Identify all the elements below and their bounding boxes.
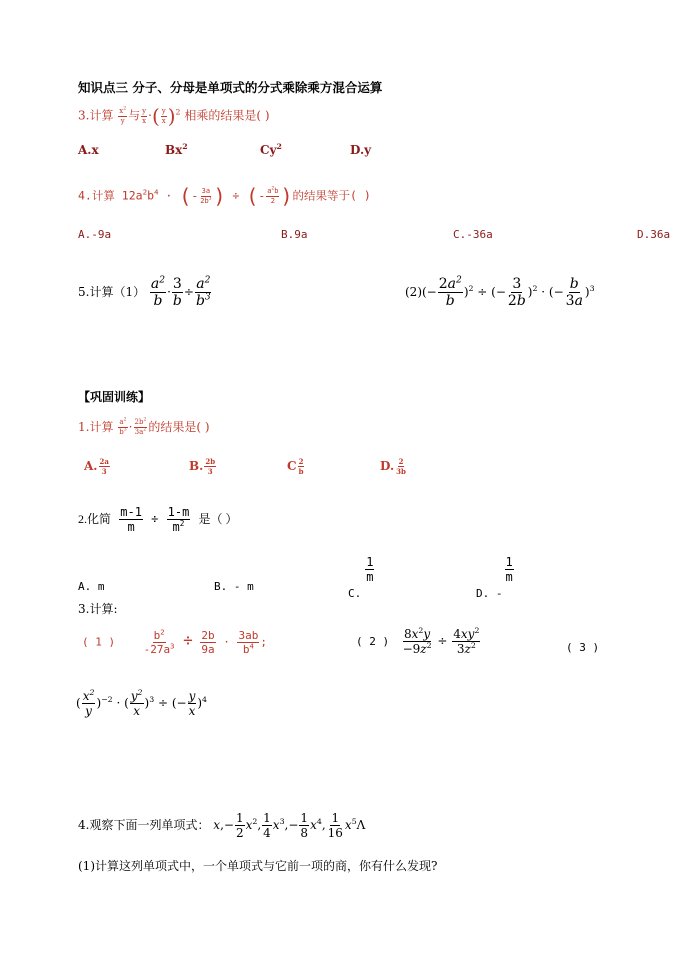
frac-b2-27a3: $\frac{b^2}{-27a^3}$ [143,627,175,656]
c-q3-part2: ( 2 ) $\frac{8x^2y}{-9z^2}$ ÷ $\frac{4xy^2}{3z^2}$ [356,626,480,656]
frac-1-4: $\frac{1}{4}$ [263,811,271,840]
frac-3a-2b3: $\frac{3a}{2b^3}$ [200,186,212,205]
c-question-1: 1.计算 $\frac{a^2}{b^3}$ · $\frac{2b^2}{3a^2}$ 的结果是( ) [78,417,210,436]
q3-option-b[interactable]: Bx$^2$ [165,142,188,157]
q3-prefix: 3.计算 [78,108,114,123]
c-q4-part1: (1)计算这列单项式中，一个单项式与它前一项的商，你有什么发现? [78,859,438,873]
frac-4xy2-3z2: $\frac{4xy^2}{3z^2}$ [453,626,480,656]
consolidate-title: 【巩固训练】 [78,390,151,404]
frac-2b-9a: $\frac{2b}{9a}$ [201,629,215,656]
question-5-part2: (2)(− $\frac{2a^2}{b}$ )$^2$ ÷ (− $\frac{3}{2b}$ )$^2$ · (− $\frac{b}{3a}$ )$^3$ [405,275,595,309]
q3-option-a[interactable]: A.x [78,143,99,157]
c-question-3: 3.计算: [78,602,118,616]
frac-2b2-3a2: $\frac{2b^2}{3a^2}$ [134,417,147,436]
frac-1-16: $\frac{1}{16}$ [327,811,343,840]
c-question-2: 2.化简 $\frac{m-1}{m}$ ÷ $\frac{1-m}{m^2}$ 是（ ） [78,505,238,534]
q3-option-d[interactable]: D.y [350,143,372,157]
q4-option-a[interactable]: A.-9a [78,228,112,241]
c-q2-option-d[interactable]: D. - $\frac{1}{m}$ [476,555,513,600]
c-q1-option-d[interactable]: D. $\frac{2}{3b}$ [380,457,406,476]
c-q1-option-a[interactable]: A. $\frac{2a}{3}$ [84,457,109,476]
frac-x2-y: $\frac{x^2}{y}$ [119,106,127,125]
frac-a2b-2: $\frac{a^2b}{2}$ [267,186,279,205]
q3-suffix: 相乘的结果是( ) [184,108,270,123]
c-q2-option-c[interactable]: C. $\frac{1}{m}$ [348,555,374,600]
frac-y-x: $\frac{y}{x}$ [188,689,196,718]
c-q3-label3: ( 3 ) [566,641,600,654]
frac-y2-x: $\frac{y^2}{x}$ [130,688,143,718]
c-q1-option-b[interactable]: B. $\frac{2b}{3}$ [189,457,216,476]
c-q1-option-c[interactable]: C $\frac{2}{b}$ [287,457,304,476]
frac-3ab-b4: $\frac{3ab}{b^4}$ [238,629,259,656]
frac-x2-y: $\frac{x^2}{y}$ [82,688,95,718]
frac-y-x-2: $\frac{y}{x}$ [161,106,166,125]
frac-8x2y-9z2: $\frac{8x^2y}{-9z^2}$ [402,626,432,656]
section-title: 知识点三 分子、分母是单项式的分式乘除乘方混合运算 [78,80,383,95]
frac-1-8: $\frac{1}{8}$ [300,811,309,840]
question-3: 3.计算 $\frac{x^2}{y}$ 与 $\frac{y}{x}$ ·( $\frac{y}{x}$ )$^2$ 相乘的结果是( ) [78,104,270,128]
c-q2-option-b[interactable]: B. - m [214,580,254,593]
c-question-4: 4.观察下面一列单项式： x,− $\frac{1}{2}$ $x^2$, $\frac{1}{4}$ $x^3,-$ $\frac{1}{8}$ $x^4$, $\frac{1}{16}$ $x^5\Lambda$ [78,811,366,840]
frac-a2-b3: $\frac{a^2}{b^3}$ [195,275,211,309]
q4-option-c[interactable]: C.-36a [453,228,493,241]
frac-m-1-m: $\frac{m-1}{m}$ [120,505,142,534]
c-q2-option-a[interactable]: A. m [78,580,105,593]
q4-option-d[interactable]: D.36a [637,228,671,241]
frac-2a2-b: $\frac{2a^2}{b}$ [438,275,462,309]
c-q3-part3: ( $\frac{x^2}{y}$ )$^{-2}$ · ( $\frac{y^2}{x}$ )$^3$ ÷ (− $\frac{y}{x}$ )$^4$ [76,688,208,718]
question-4: 4.计算 $12a^2b^4$ · (- $\frac{3a}{2b^3}$ ) ÷ (- $\frac{a^2b}{2}$ )的结果等于( ) [78,184,371,208]
frac-a2-b: $\frac{a^2}{b}$ [150,275,166,309]
frac-3-2b: $\frac{3}{2b}$ [507,276,526,309]
q4-option-b[interactable]: B.9a [281,228,308,241]
question-5: 5.计算（1） $\frac{a^2}{b}$ · $\frac{3}{b}$ ÷ $\frac{a^2}{b^3}$ [78,275,211,309]
frac-a2-b3: $\frac{a^2}{b^3}$ [119,417,127,436]
frac-1-m-m2: $\frac{1-m}{m^2}$ [167,505,190,534]
frac-3-b: $\frac{3}{b}$ [172,276,182,309]
frac-y-x: $\frac{y}{x}$ [142,106,147,125]
c-q3-part1: ( 1 ) $\frac{b^2}{-27a^3}$ ÷ $\frac{2b}{9a}$ · $\frac{3ab}{b^4}$ ; [82,627,267,656]
q3-option-c[interactable]: Cy$^2$ [260,142,282,157]
frac-1-2: $\frac{1}{2}$ [235,811,244,840]
frac-b-3a: $\frac{b}{3a}$ [565,276,583,309]
